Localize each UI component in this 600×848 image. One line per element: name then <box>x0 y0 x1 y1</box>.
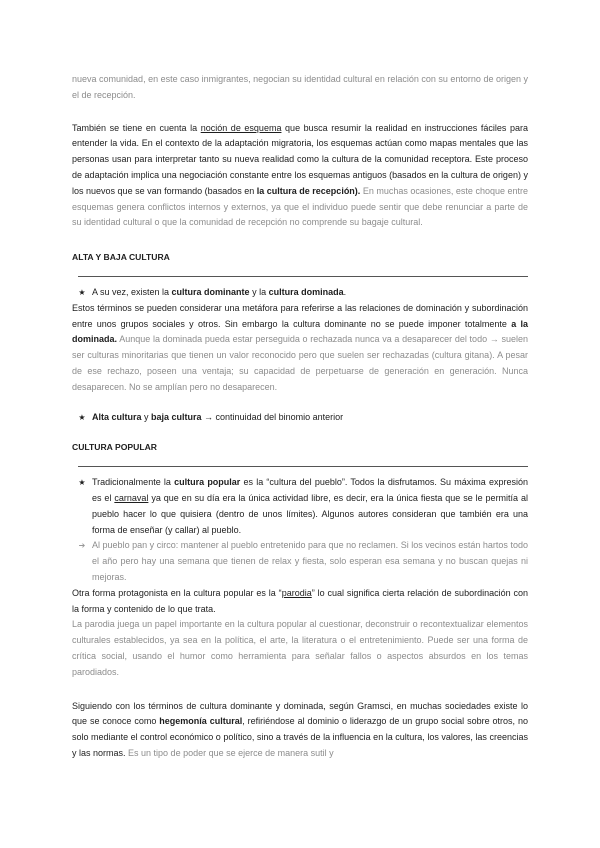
paragraph-parodia-detalle: La parodia juega un papel importante en la cultura popular al cuestionar, deconstruir o recontextualizar elementos culturales establecidos, ya sea en la política, el arte, la literatura o el entretenimiento. Puede ser una forma de crítica social, usando el humor como herramienta para señalar fallos o aspectos absurdos en los temas parodiados. <box>72 619 528 677</box>
heading-cultura-popular: CULTURA POPULAR <box>72 442 157 453</box>
carnaval-link[interactable]: carnaval <box>114 492 149 503</box>
paragraph-dominacion: Estos términos se pueden considerar una metáfora para referirse a las relaciones de dominación y subordinación entre unos grupos sociales y otros. Sin embargo la cultura dominante no se puede imponer totalmente a la dominada. Aunque la dominada pueda estar perseguida o rechazada nunca va a desaparecer del todo → suelen ser culturas minoritarias que tienen un valor reconocido pero que suelen ser rechazadas (cultura gitana). A pesar de ese rechazo, poseen una ventaja; su capacidad de perpetuarse de generación en generación. Nunca desaparecen. No se amplían pero no desaparecen. <box>72 302 528 392</box>
paragraph-intro-continuation: nueva comunidad, en este caso inmigrantes, negocian su identidad cultural en relación con su entorno de origen y el de recepción. <box>72 74 528 100</box>
paragraph-hegemonia: Siguiendo con los términos de cultura dominante y dominada, según Gramsci, en muchas sociedades existe lo que se conoce como hegemonía cultural, refiriéndose al dominio o liderazgo de un grupo social sobre otros, no solo mediante el control económico o político, sino a través de la influencia en la cultura, los valores, las creencias y las normas. Es un tipo de poder que se ejerce de manera sutil y <box>72 700 528 758</box>
right-arrow-icon: ➔ <box>78 541 86 551</box>
paragraph-esquema: También se tiene en cuenta la noción de esquema que busca resumir la realidad en instrucciones fáciles para entender la vida. En el contexto de la adaptación migratoria, los esquemas actúan como mapas mentales que las personas usan para interpretar tanto su nueva realidad como la cultura de la comunidad receptora. Este proceso de adaptación implica una negociación constante entre los esquemas antiguos (basados en la cultura de origen) y los nuevos que se van formando (basados en la cultura de recepción). En muchas ocasiones, este choque entre esquemas genera conflictos internos y externos, ya que el individuo puede sentir que debe renunciar a parte de su identidad cultural o que la comunidad de recepción no comprende su bagaje cultural. <box>72 122 528 228</box>
divider-2 <box>78 466 528 467</box>
heading-alta-baja-cultura: ALTA Y BAJA CULTURA <box>72 252 170 263</box>
bullet-item-cultura-popular: ★ Tradicionalmente la cultura popular es la “cultura del pueblo”. Todos la disfrutamos. Su máxima expresión es el carnaval ya que en su día era la única actividad libre, es decir, era la única fiesta que se le permitía al pueblo hacer lo que quisiera (dentro de unos límites). Algunos autores consideran que también era una forma de enseñar (y callar) al pueblo. <box>72 475 528 538</box>
parodia-link[interactable]: parodia <box>281 587 312 598</box>
bullet-item-alta-baja: ★ Alta cultura y baja cultura → continuidad del binomio anterior <box>72 410 528 426</box>
star-bullet-icon: ★ <box>78 478 86 488</box>
paragraph-parodia: Otra forma protagonista en la cultura popular es la “parodia” lo cual significa cierta relación de subordinación con la forma y contenido de lo que trata. <box>72 587 529 614</box>
nocion-de-esquema-link[interactable]: noción de esquema <box>200 122 282 133</box>
arrow-item-pan-y-circo: ➔ Al pueblo pan y circo: mantener al pueblo entretenido para que no reclamen. Si los vecinos están hartos todo el año pero hay una semana que tienen de relax y fiesta, solo esperan esa semana y no buscan quejas ni mejoras. <box>72 538 528 585</box>
divider-1 <box>78 276 528 277</box>
star-bullet-icon: ★ <box>78 412 86 422</box>
star-bullet-icon: ★ <box>78 287 86 297</box>
bullet-item-dominante: ★ A su vez, existen la cultura dominante y la cultura dominada. <box>72 285 528 301</box>
